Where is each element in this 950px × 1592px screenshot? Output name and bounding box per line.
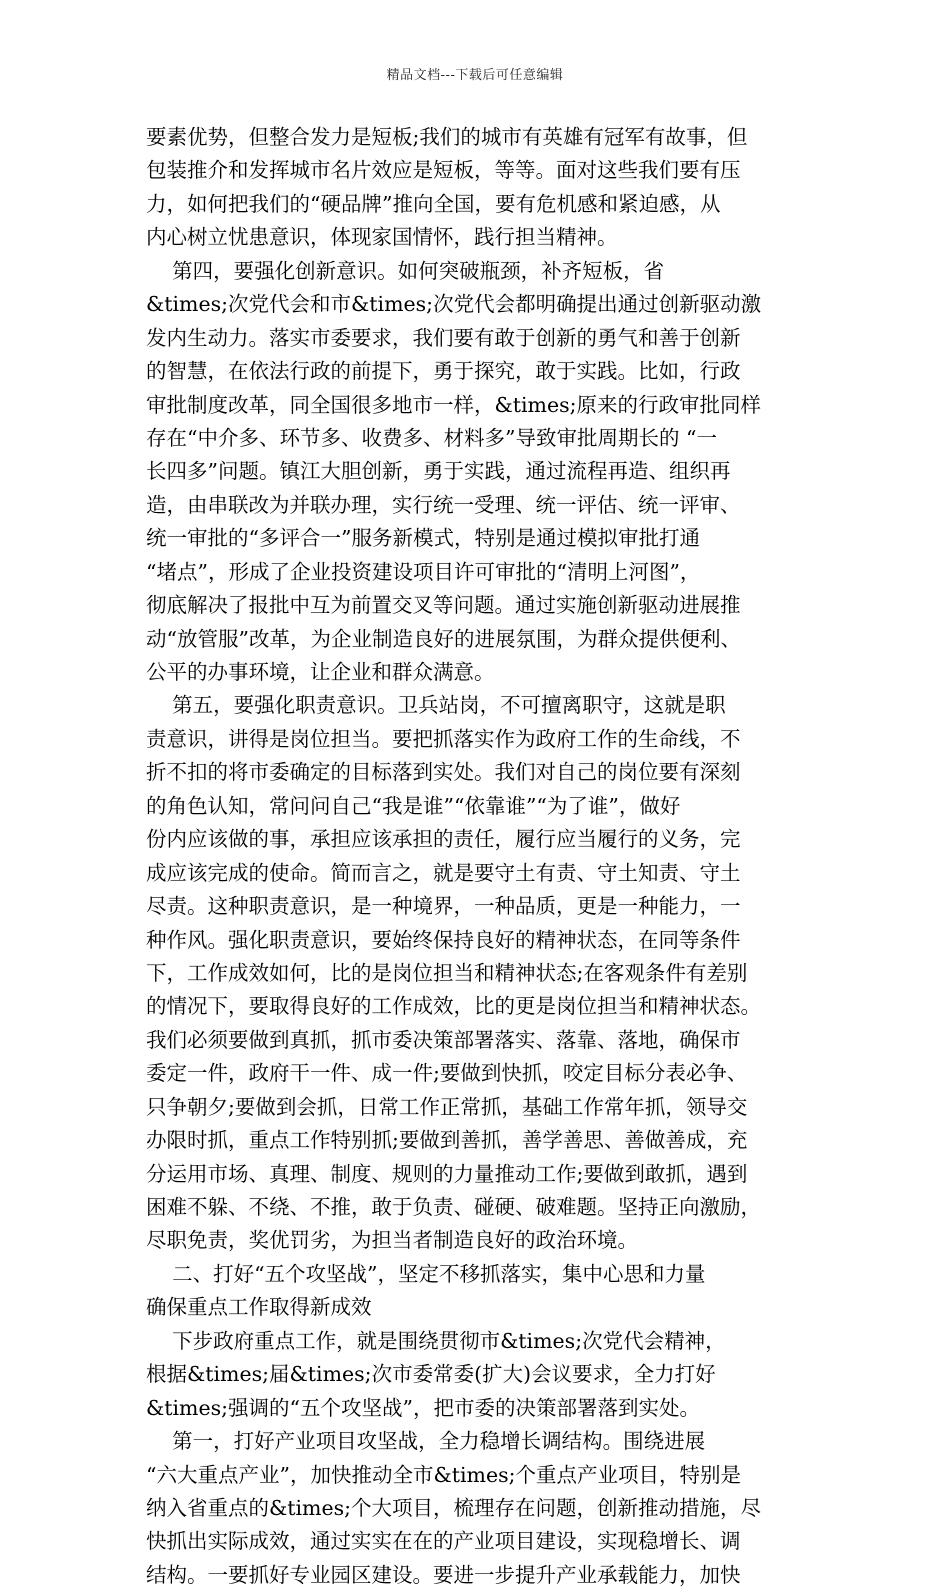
text-line: 份内应该做的事，承担应该承担的责任，履行应当履行的义务，完 — [146, 827, 741, 852]
text-line: 长四多”问题。镇江大胆创新，勇于实践，通过流程再造、组织再 — [146, 459, 731, 484]
text-line: 尽责。这种职责意识，是一种境界，一种品质，更是一种能力，一 — [146, 894, 741, 919]
text-line: 的智慧，在依法行政的前提下，勇于探究，敢于实践。比如，行政 — [146, 359, 741, 384]
text-line: 办限时抓，重点工作特别抓;要做到善抓，善学善思、善做善成，充 — [146, 1128, 748, 1153]
text-line: &times;次党代会和市&times;次党代会都明确提出通过创新驱动激 — [146, 292, 762, 317]
text-line: “堵点”，形成了企业投资建设项目许可审批的“清明上河图”， — [146, 559, 701, 584]
text-line: 折不扣的将市委确定的目标落到实处。我们对自己的岗位要有深刻 — [146, 760, 741, 785]
text-line: 分运用市场、真理、制度、规则的力量推动工作;要做到敢抓，遇到 — [146, 1161, 748, 1186]
text-line: 公平的办事环境，让企业和群众满意。 — [146, 660, 495, 684]
text-line: 下，工作成效如何，比的是岗位担当和精神状态;在客观条件有差别 — [146, 960, 748, 985]
text-line: 存在“中介多、环节多、收费多、材料多”导致审批周期长的 “一 — [146, 425, 717, 450]
text-line: 动“放管服”改革，为企业制造良好的进展氛围，为群众提供便利、 — [146, 626, 741, 651]
text-line: 力，如何把我们的“硬品牌”推向全国，要有危机感和紧迫感，从 — [146, 191, 721, 216]
text-line: 尽职免责，奖优罚劣，为担当者制造良好的政治环境。 — [146, 1228, 638, 1253]
text-line: 发内生动力。落实市委要求，我们要有敢于创新的勇气和善于创新 — [146, 325, 741, 350]
text-line: 审批制度改革，同全国很多地市一样，&times;原来的行政审批同样 — [146, 392, 762, 417]
text-line: 的角色认知，常问问自己“我是谁”“依靠谁”“为了谁”，做好 — [146, 793, 681, 818]
text-line: 种作风。强化职责意识，要始终保持良好的精神状态，在同等条件 — [146, 927, 741, 952]
section-heading-line: 确保重点工作取得新成效 — [146, 1295, 372, 1320]
text-line: 的情况下，要取得良好的工作成效，比的更是岗位担当和精神状态。 — [146, 994, 761, 1019]
text-line: 统一审批的“多评合一”服务新模式，特别是通过模拟审批打通 — [146, 526, 700, 551]
text-line: &times;强调的“五个攻坚战”，把市委的决策部署落到实处。 — [146, 1395, 700, 1420]
text-line: 我们必须要做到真抓，抓市委决策部署落实、落靠、落地，确保市 — [146, 1027, 741, 1052]
text-line: 造，由串联改为并联办理，实行统一受理、统一评估、统一评审、 — [146, 492, 741, 517]
text-line: 要素优势，但整合发力是短板;我们的城市有英雄有冠军有故事，但 — [146, 125, 748, 149]
text-line: 结构。一要抓好专业园区建设。要进一步提升产业承载能力，加快 — [146, 1562, 741, 1587]
text-line: 包装推介和发挥城市名片效应是短板，等等。面对这些我们要有压 — [146, 158, 741, 183]
text-line: 下步政府重点工作，就是围绕贯彻市&times;次党代会精神， — [146, 1328, 726, 1353]
text-line: 第一，打好产业项目攻坚战，全力稳增长调结构。围绕进展 — [146, 1429, 706, 1454]
text-line: 责意识，讲得是岗位担当。要把抓落实作为政府工作的生命线，不 — [146, 726, 741, 751]
section-heading-line: 二、打好“五个攻坚战”，坚定不移抓落实，集中心思和力量 — [146, 1261, 706, 1286]
text-line: 内心树立忧患意识，体现家国情怀，践行担当精神。 — [146, 225, 618, 250]
text-line: 第四，要强化创新意识。如何突破瓶颈，补齐短板，省 — [146, 258, 665, 283]
page-header: 精品文档---下载后可任意编辑 — [386, 68, 564, 83]
text-line: 委定一件，政府干一件、成一件;要做到快抓，咬定目标分表必争、 — [146, 1061, 748, 1086]
text-line: 第五，要强化职责意识。卫兵站岗，不可擅离职守，这就是职 — [146, 693, 726, 718]
text-line: 成应该完成的使命。简而言之，就是要守土有责、守土知责、守土 — [146, 860, 741, 885]
text-line: 根据&times;届&times;次市委常委(扩大)会议要求，全力打好 — [146, 1362, 716, 1387]
text-line: 彻底解决了报批中互为前置交叉等问题。通过实施创新驱动进展推 — [146, 593, 741, 618]
document-body — [146, 121, 826, 1592]
text-line: “六大重点产业”，加快推动全市&times;个重点产业项目，特别是 — [146, 1462, 741, 1487]
text-line: 快抓出实际成效，通过实实在在的产业项目建设，实现稳增长、调 — [146, 1529, 741, 1554]
text-line: 困难不躲、不绕、不推，敢于负责、碰硬、破难题。坚持正向激励， — [146, 1195, 761, 1219]
text-line: 只争朝夕;要做到会抓，日常工作正常抓，基础工作常年抓，领导交 — [146, 1094, 748, 1119]
text-line: 纳入省重点的&times;个大项目，梳理存在问题，创新推动措施，尽 — [146, 1495, 762, 1520]
